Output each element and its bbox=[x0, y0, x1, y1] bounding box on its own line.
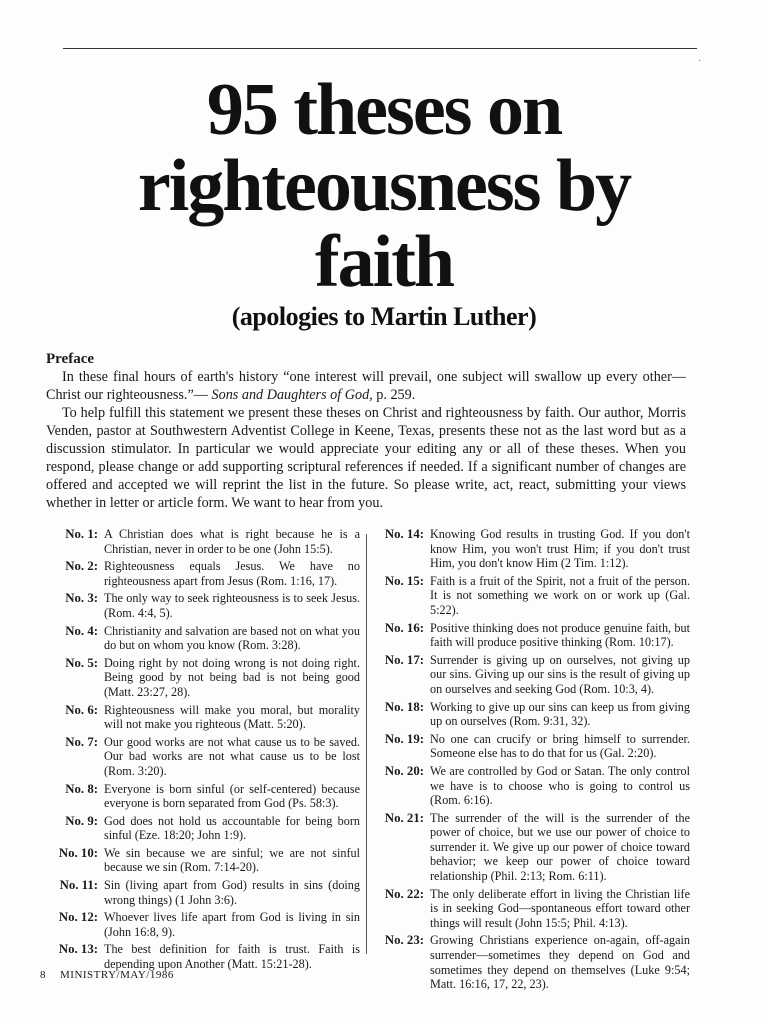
thesis-number: No. 7: bbox=[65, 734, 98, 749]
thesis-item bbox=[372, 621, 690, 650]
thesis-text: Positive thinking does not produce genuine faith, but faith will produce positive thinking (Rom. 10:17). bbox=[430, 620, 690, 650]
scan-speck: · bbox=[698, 56, 702, 67]
thesis-item bbox=[372, 732, 690, 761]
thesis-number: No. 1: bbox=[65, 527, 98, 541]
title-line-3: faith bbox=[315, 221, 453, 303]
thesis-item bbox=[40, 591, 360, 620]
page-footer bbox=[40, 969, 188, 981]
thesis-text: Everyone is born sinful (or self-centered) because everyone is born separated from God (Ps. 58:3). bbox=[104, 781, 360, 811]
thesis-item bbox=[372, 933, 690, 991]
preface-p1-page: p. 259. bbox=[372, 387, 416, 403]
thesis-text: God does not hold us accountable for being born sinful (Eze. 18:20; John 1:9). bbox=[104, 813, 360, 843]
thesis-number: No. 5: bbox=[65, 655, 98, 670]
thesis-text: Our good works are not what cause us to be saved. Our bad works are not what cause us to be lost (Rom. 3:20). bbox=[104, 734, 360, 778]
top-rule bbox=[63, 48, 697, 49]
thesis-number: No. 17: bbox=[384, 652, 424, 667]
thesis-text: Knowing God results in trusting God. If you don't know Him, you won't trust Him; if you don't trust Him, you don't know Him (2 Tim. 1:12). bbox=[430, 527, 690, 571]
thesis-item bbox=[372, 574, 690, 618]
thesis-text: Surrender is giving up on ourselves, not giving up our sins. Giving up our sins is the result of giving up on ourselves and seeking God (Rom. 10:3, 4). bbox=[430, 652, 690, 696]
thesis-number: No. 13: bbox=[58, 942, 98, 957]
preface-section bbox=[46, 350, 686, 512]
thesis-text: Doing right by not doing wrong is not doing right. Being good by not being bad is not being good (Matt. 23:27, 28). bbox=[104, 655, 360, 699]
thesis-text: The only way to seek righteousness is to seek Jesus. (Rom. 4:4, 5). bbox=[104, 591, 360, 620]
thesis-item bbox=[40, 624, 360, 653]
thesis-item bbox=[40, 559, 360, 588]
thesis-text: The best definition for faith is trust. Faith is depending upon Another (Matt. 15:21-28). bbox=[104, 942, 360, 972]
thesis-text: Working to give up our sins can keep us from giving up on ourselves (Rom. 9:31, 32). bbox=[430, 699, 690, 729]
theses-right-column bbox=[372, 527, 690, 995]
theses-left-column bbox=[40, 527, 360, 975]
thesis-number: No. 4: bbox=[65, 623, 98, 638]
thesis-text: Righteousness will make you moral, but morality will not make you righteous (Matt. 5:20). bbox=[104, 702, 360, 732]
article-title bbox=[0, 69, 768, 303]
preface-paragraph-2: To help fulfill this statement we present these theses on Christ and righteousness by faith. Our author, Morris Venden, pastor at Southwestern Adventist College in Keene, Texas, presents these not as the last word but as a discussion stimulator. In particular we would appreciate your editing any or all of these theses. When you respond, please change or add supporting scriptural references if needed. If a significant number of changes are offered and accepted we will reprint the list in the future. So please write, act, react, submitting your views whether in letter or article form. We want to hear from you. bbox=[46, 405, 686, 511]
thesis-number: No. 16: bbox=[384, 620, 424, 635]
thesis-number: No. 14: bbox=[384, 527, 424, 541]
thesis-number: No. 3: bbox=[65, 591, 98, 606]
thesis-text: The surrender of the will is the surrender of the power of choice, but we use our power of choice to surrender it. We give up our power of choice toward behavior; we keep our power of choice toward relationship (Phil. 2:13; Rom. 6:11). bbox=[430, 810, 690, 884]
thesis-number: No. 18: bbox=[384, 699, 424, 714]
thesis-number: No. 20: bbox=[384, 763, 424, 778]
thesis-number: No. 15: bbox=[384, 573, 424, 588]
thesis-item bbox=[40, 527, 360, 556]
thesis-number: No. 22: bbox=[384, 886, 424, 901]
column-divider bbox=[366, 534, 367, 954]
thesis-text: Christianity and salvation are based not on what you do but on whom you know (Rom. 3:28). bbox=[104, 623, 360, 653]
thesis-item bbox=[372, 527, 690, 571]
thesis-text: A Christian does what is right because he is a Christian, never in order to be one (John 15:5). bbox=[104, 527, 360, 556]
preface-heading: Preface bbox=[46, 351, 95, 367]
thesis-text: Faith is a fruit of the Spirit, not a fruit of the person. It is not something we work on or work up (Gal. 5:22). bbox=[430, 573, 690, 617]
thesis-item bbox=[40, 878, 360, 907]
thesis-item bbox=[372, 764, 690, 808]
thesis-item bbox=[40, 656, 360, 700]
thesis-item bbox=[40, 782, 360, 811]
thesis-text: The only deliberate effort in living the Christian life is in seeking God—spontaneous effort toward other things will result (John 15:5; Phil. 4:13). bbox=[430, 886, 690, 930]
title-line-2: righteousness by bbox=[137, 145, 631, 227]
thesis-text: Righteousness equals Jesus. We have no righteousness apart from Jesus (Rom. 1:16, 17). bbox=[104, 559, 360, 588]
thesis-item bbox=[40, 703, 360, 732]
thesis-item bbox=[40, 910, 360, 939]
thesis-number: No. 19: bbox=[384, 731, 424, 746]
thesis-number: No. 12: bbox=[58, 910, 98, 925]
preface-p1-text: In these final hours of earth's history “one interest will prevail, one subject will swallow up every other—Christ our righteousness.”— bbox=[46, 369, 686, 403]
thesis-item bbox=[372, 887, 690, 931]
thesis-text: We sin because we are sinful; we are not sinful because we sin (Rom. 7:14-20). bbox=[104, 845, 360, 875]
thesis-item bbox=[372, 811, 690, 884]
page-number: 8 bbox=[40, 969, 46, 981]
thesis-text: Growing Christians experience on-again, off-again surrender—sometimes they depend on God and sometimes they depend on themselves (Luke 9:54; Matt. 16:16, 17, 22, 23). bbox=[430, 933, 690, 992]
thesis-number: No. 10: bbox=[58, 845, 98, 860]
thesis-number: No. 23: bbox=[384, 933, 424, 948]
thesis-number: No. 2: bbox=[65, 559, 98, 574]
thesis-text: Whoever lives life apart from God is living in sin (John 16:8, 9). bbox=[104, 910, 360, 939]
thesis-text: No one can crucify or bring himself to surrender. Someone else has to do that for us (Gal. 2:20). bbox=[430, 731, 690, 761]
thesis-text: Sin (living apart from God) results in sins (doing wrong things) (1 John 3:6). bbox=[104, 878, 360, 907]
thesis-number: No. 6: bbox=[65, 702, 98, 717]
thesis-item bbox=[40, 942, 360, 971]
thesis-number: No. 8: bbox=[65, 781, 98, 796]
article-subtitle: (apologies to Martin Luther) bbox=[231, 302, 537, 331]
title-line-1: 95 theses on bbox=[206, 69, 562, 151]
preface-citation: Sons and Daughters of God, bbox=[211, 387, 373, 403]
thesis-item bbox=[40, 814, 360, 843]
preface-paragraph-1 bbox=[46, 368, 686, 404]
thesis-number: No. 9: bbox=[65, 813, 98, 828]
issue-info: MINISTRY/MAY/1986 bbox=[60, 969, 174, 981]
thesis-item bbox=[40, 735, 360, 779]
thesis-number: No. 21: bbox=[384, 810, 424, 825]
thesis-number: No. 11: bbox=[59, 878, 98, 893]
thesis-item bbox=[372, 653, 690, 697]
thesis-item bbox=[40, 846, 360, 875]
thesis-text: We are controlled by God or Satan. The only control we have is to choose who is going to control us (Rom. 6:16). bbox=[430, 763, 690, 808]
thesis-item bbox=[372, 700, 690, 729]
